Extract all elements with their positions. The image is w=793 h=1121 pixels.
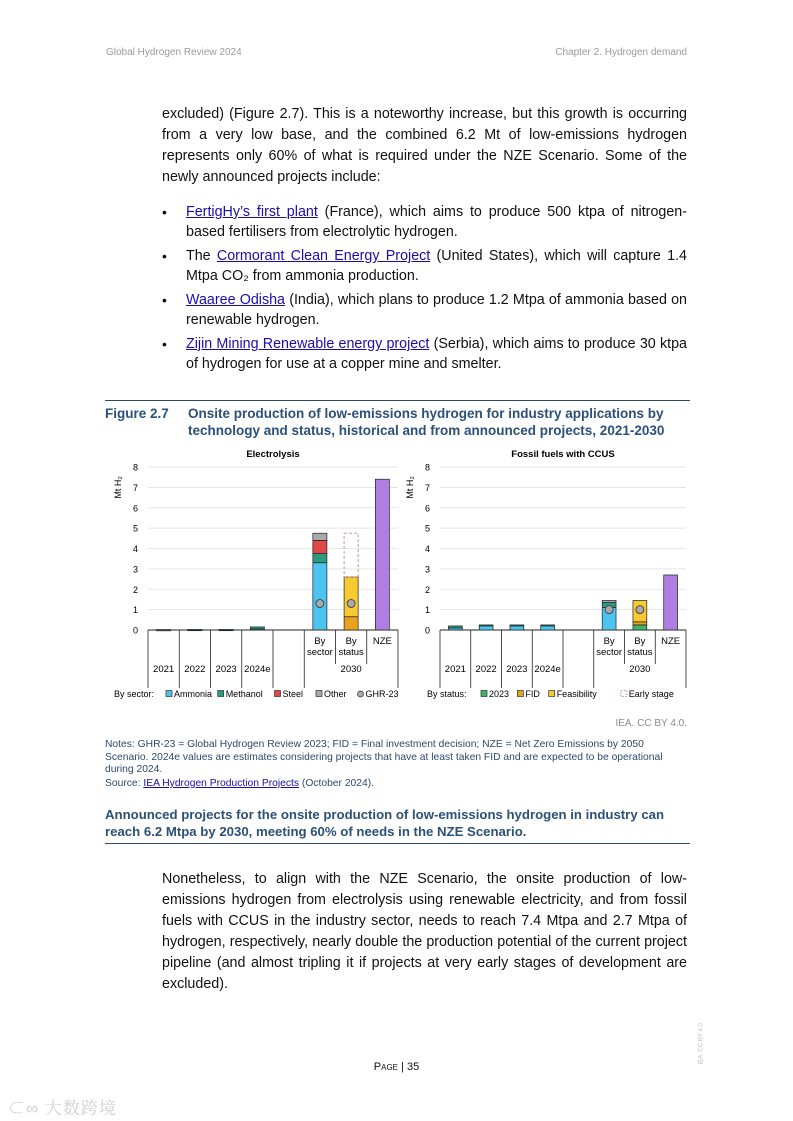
bar-segment-ammonia <box>541 626 555 630</box>
figure-title: Onsite production of low-emissions hydrogen for industry applications by technology and status, historical and from announced projects, 2021-2030 <box>188 406 665 438</box>
figure-source: Source: IEA Hydrogen Production Projects (October 2024). <box>105 778 375 789</box>
running-header-title: Global Hydrogen Review 2024 <box>106 47 242 58</box>
fossil-ccus-chart <box>405 449 686 699</box>
project-link[interactable]: Waaree Odisha <box>186 292 286 308</box>
y-tick-label: 8 <box>424 462 430 473</box>
legend-swatch <box>358 691 364 697</box>
bar-segment-fid <box>344 617 358 630</box>
legend-label: Early stage <box>628 689 674 699</box>
x-tick-label: 2023 <box>506 664 528 675</box>
source-link[interactable]: IEA Hydrogen Production Projects <box>143 778 300 789</box>
legend-swatch <box>166 691 172 697</box>
bar-segment-ammonia <box>313 563 327 630</box>
x-tick-label: status <box>338 647 364 658</box>
legend-swatch <box>481 691 487 697</box>
x-tick-label: 2024e <box>534 664 561 675</box>
figure-number: Figure 2.7 <box>105 406 169 421</box>
x-tick-label: By <box>603 636 615 647</box>
project-link[interactable]: Cormorant Clean Energy Project <box>216 248 431 264</box>
legend-swatch <box>549 691 555 697</box>
bar-segment-other <box>313 533 327 540</box>
side-credit: IEA. CC BY 4.0. <box>698 1021 705 1065</box>
y-tick-label: 2 <box>132 584 138 595</box>
bullet-item: • Zijin Mining Renewable energy project (Serbia), which aims to produce 30 ktpa of hydrogen for use at a copper mine and smelter. <box>162 334 687 374</box>
legend-label: FID <box>525 689 540 699</box>
figure-caption <box>105 405 695 439</box>
y-tick-label: 0 <box>424 625 430 636</box>
y-tick-label: 1 <box>424 605 430 616</box>
running-header-chapter: Chapter 2. Hydrogen demand <box>555 47 687 58</box>
legend-title: By sector: <box>114 689 155 699</box>
x-tick-label: sector <box>306 647 333 658</box>
x-tick-label: By <box>345 636 357 647</box>
bar-segment-steel <box>313 540 327 553</box>
legend-label: 2023 <box>489 689 510 699</box>
y-tick-label: 6 <box>424 503 430 514</box>
bar-segment-methanol <box>510 625 524 626</box>
ghr23-marker <box>636 606 644 614</box>
y-tick-label: 7 <box>132 482 138 493</box>
x-tick-label: 2021 <box>444 664 466 675</box>
legend-swatch <box>316 691 322 697</box>
electrolysis-chart <box>113 449 399 699</box>
closing-paragraph: Nonetheless, to align with the NZE Scenario, the onsite production of low-emissions hydrogen from electrolysis using renewable electricity, and from fossil fuels with CCUS in the industry sector, needs to reach 7.4 Mtpa and 2.7 Mtpa of hydrogen, respectively, nearly double the production potential of the current project pipeline (and almost tripling it if projects at very early stages of development are excluded). <box>162 871 687 992</box>
bar-segment-methanol <box>188 629 202 630</box>
bar-segment-ammonia <box>479 626 493 630</box>
page-number: Page | 35 <box>373 1061 420 1073</box>
legend-label: Feasibility <box>556 689 597 699</box>
x-tick-label: sector <box>596 647 623 658</box>
y-tick-label: 5 <box>424 523 430 534</box>
bar-segment-methanol <box>157 630 171 631</box>
x-tick-label: 2024e <box>244 664 271 675</box>
watermark-logo: ⊂∞ 大数跨境 <box>8 1099 117 1118</box>
y-tick-label: 4 <box>424 544 430 554</box>
intro-paragraph: excluded) (Figure 2.7). This is a noteworthy increase, but this growth is occurring from a very low base, and the combined 6.2 Mt of low-emissions hydrogen represents only 60% of what is required under the NZE Scenario. Some of the newly announced projects include: <box>162 106 687 185</box>
figure-notes: Notes: GHR-23 = Global Hydrogen Review 2023; FID = Final investment decision; NZE = Net Zero Emissions by 2050 Scenario. 2024e values are estimates considering projects that have at least taken FID and are expected to be operational during 2024. <box>105 739 663 775</box>
y-tick-label: 3 <box>424 564 430 575</box>
y-tick-label: 0 <box>132 625 138 636</box>
bar-segment-fid <box>633 622 647 625</box>
y-tick-label: 5 <box>132 523 138 534</box>
y-axis-label: Mt H₂ <box>405 476 415 499</box>
legend-label: GHR-23 <box>365 689 399 699</box>
x-group-label: 2030 <box>340 664 362 675</box>
figure-conclusion: Announced projects for the onsite production of low-emissions hydrogen in industry can reach 6.2 Mtpa by 2030, meeting 60% of needs in the NZE Scenario. <box>105 807 665 839</box>
figure-credit: IEA. CC BY 4.0. <box>615 718 687 729</box>
project-bullet-list <box>162 202 687 376</box>
x-group-label: 2030 <box>629 664 651 675</box>
legend-swatch <box>517 691 523 697</box>
x-tick-label: status <box>627 647 653 658</box>
y-tick-label: 1 <box>132 605 138 616</box>
bar-segment-methanol <box>448 626 462 628</box>
x-tick-label: 2022 <box>475 664 497 675</box>
project-link[interactable]: Zijin Mining Renewable energy project <box>186 336 430 352</box>
ghr23-marker <box>347 600 355 608</box>
legend-swatch <box>275 691 281 697</box>
bar-segment-methanol <box>479 625 493 626</box>
y-tick-label: 8 <box>132 462 138 473</box>
figure-bottom-rule <box>105 843 690 844</box>
legend-label: Methanol <box>225 689 263 699</box>
bullet-item: • FertigHy’s first plant (France), which aims to produce 500 ktpa of nitrogen-based fertilisers from electrolytic hydrogen. <box>162 202 687 242</box>
chart-title: Fossil fuels with CCUS <box>511 449 615 460</box>
bar-segment-other <box>602 600 616 602</box>
bullet-item: • The Cormorant Clean Energy Project (United States), which will capture 1.4 Mtpa CO₂ from ammonia production. <box>162 246 687 286</box>
y-tick-label: 2 <box>424 584 430 595</box>
ghr23-marker <box>605 606 613 614</box>
bar-segment-ammonia <box>510 626 524 630</box>
legend-swatch <box>621 691 627 697</box>
x-tick-label: NZE <box>372 636 392 647</box>
x-tick-label: 2021 <box>153 664 175 675</box>
y-axis-label: Mt H₂ <box>113 476 123 499</box>
bar-segment-feasibility <box>344 577 358 617</box>
legend-label: Other <box>324 689 347 699</box>
bar-segment-nze <box>664 575 678 630</box>
x-tick-label: By <box>314 636 326 647</box>
y-tick-label: 3 <box>132 564 138 575</box>
bar-segment-methanol <box>541 625 555 626</box>
legend-label: Ammonia <box>174 689 213 699</box>
legend-title: By status: <box>427 689 467 699</box>
figure-top-rule <box>105 400 690 401</box>
project-link[interactable]: FertigHy’s first plant <box>186 204 318 220</box>
y-tick-label: 6 <box>132 503 138 514</box>
x-tick-label: 2023 <box>215 664 237 675</box>
bar-segment-methanol <box>219 629 233 630</box>
x-tick-label: By <box>634 636 646 647</box>
x-tick-label: NZE <box>661 636 681 647</box>
y-tick-label: 4 <box>132 544 138 554</box>
y-tick-label: 7 <box>424 482 430 493</box>
bar-segment-early-stage <box>344 533 358 577</box>
legend-label: Steel <box>282 689 304 699</box>
figure-charts <box>0 440 793 710</box>
ghr23-marker <box>316 600 324 608</box>
bar-segment-nze <box>375 479 389 630</box>
bar-segment-methanol <box>313 554 327 563</box>
bar-segment-methanol <box>250 627 264 629</box>
bullet-item: • Waaree Odisha (India), which plans to produce 1.2 Mtpa of ammonia based on renewable hydrogen. <box>162 290 687 330</box>
bar-segment-2023 <box>633 625 647 630</box>
x-tick-label: 2022 <box>184 664 206 675</box>
legend-swatch <box>218 691 224 697</box>
chart-title: Electrolysis <box>246 449 300 460</box>
